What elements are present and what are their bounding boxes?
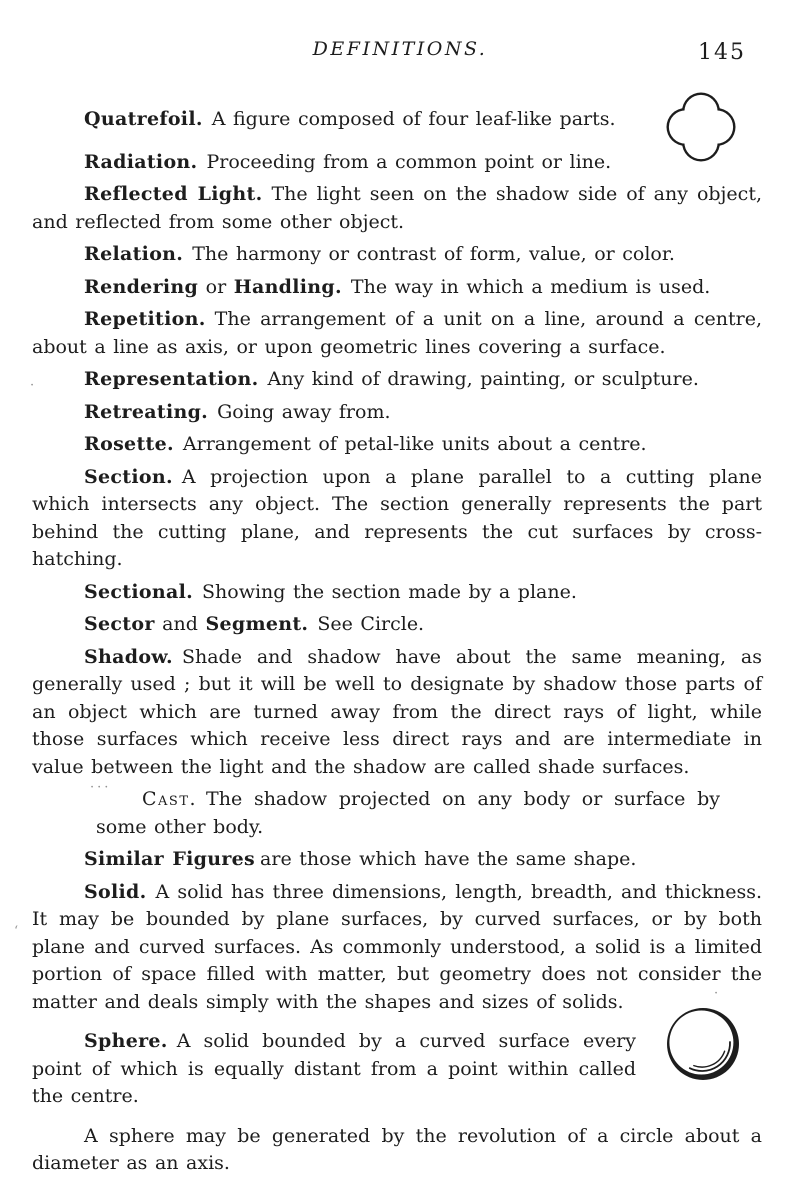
term-relation: Relation. xyxy=(84,243,184,265)
scan-speck: ··· xyxy=(90,780,112,795)
definition-text: Going away from. xyxy=(217,400,391,423)
quatrefoil-figure xyxy=(653,79,749,175)
page-header xyxy=(0,0,800,66)
definition-text: The arrangement of a unit on a line, around a centre, about a line as axis, or upon geometric lines covering a surface. xyxy=(32,308,762,358)
term-cast: Cast. xyxy=(142,788,198,810)
definition-text: Shade and shadow have about the same meaning, as generally used ; but it will be well to designate by shadow those parts of an object which are turned away from the direct rays of light, while those surfaces which receive less direct rays and are intermediate in value between the light and the shadow are called shade surfaces. xyxy=(32,645,762,778)
definition-entry-sphere xyxy=(32,1028,636,1111)
page-number: 145 xyxy=(698,40,746,65)
definition-entry-representation xyxy=(32,366,762,394)
definition-text: Proceeding from a common point or line. xyxy=(206,150,612,173)
running-head: DEFINITIONS. xyxy=(312,38,488,60)
term-sector-and-segment: Segment. xyxy=(205,613,309,635)
definition-text: A solid has three dimensions, length, breadth, and thickness. It may be bounded by plane surfaces, by curved surfaces, or by both plane and curved surfaces. As commonly understood, a solid is a limited portion of space filled with matter, but geometry does not consider the matter and deals simply with the shapes and sizes of solids. xyxy=(32,880,762,1013)
definition-text: A figure composed of four leaf-like parts. xyxy=(211,108,616,130)
definition-entry-rosette xyxy=(32,431,762,459)
definition-text: A projection upon a plane parallel to a cutting plane which intersects any object. The section generally represents the part behind the cutting plane, and represents the cut surfaces by cross-hatching. xyxy=(32,465,762,570)
term-representation: Representation. xyxy=(84,368,259,390)
definition-entry-rendering-or-handling xyxy=(32,274,762,302)
term-section: Section. xyxy=(84,465,173,488)
definition-entry-solid xyxy=(32,879,762,1017)
definition-text: The light seen on the shadow side of any object, and reflected from some other object. xyxy=(32,183,762,233)
definition-text: Any kind of drawing, painting, or sculpture. xyxy=(267,368,699,390)
term-sector-and-segment: Sector xyxy=(84,613,155,635)
definition-entry-section xyxy=(32,464,762,574)
definition-text: are those which have the same shape. xyxy=(260,848,637,870)
term-similar-figures: Similar Figures xyxy=(84,848,256,870)
term-rosette: Rosette. xyxy=(84,433,174,455)
definition-entry-shadow xyxy=(32,644,762,782)
term-radiation: Radiation. xyxy=(84,150,198,173)
closing-paragraph: A sphere may be generated by the revolution of a circle about a diameter as an axis. xyxy=(32,1124,762,1174)
term-rendering-or-handling: Rendering xyxy=(84,275,199,298)
term-repetition: Repetition. xyxy=(84,308,206,330)
definition-text: See Circle. xyxy=(317,613,425,635)
term-rendering-or-handling: Handling. xyxy=(233,275,342,298)
scan-speck: · xyxy=(30,378,38,393)
term-retreating: Retreating. xyxy=(84,400,209,423)
scan-speck: · xyxy=(714,986,722,1001)
term-sector-and-segment: and xyxy=(154,613,206,635)
definition-text: The harmony or contrast of form, value, or color. xyxy=(192,243,675,265)
definition-text: Arrangement of petal-like units about a centre. xyxy=(182,433,647,455)
definition-entry-similar-figures xyxy=(32,846,762,874)
definition-entry-reflected-light xyxy=(32,181,762,236)
term-sphere: Sphere. xyxy=(84,1030,168,1052)
definition-entry-repetition xyxy=(32,306,762,361)
definitions-list xyxy=(32,106,762,1111)
definition-text: The way in which a medium is used. xyxy=(350,275,711,298)
definition-text: A solid bounded by a curved surface every point of which is equally distant from a point within called the centre. xyxy=(32,1030,636,1107)
definition-text: The shadow projected on any body or surface by some other body. xyxy=(96,788,720,838)
definition-entry-cast xyxy=(96,786,720,841)
term-shadow: Shadow. xyxy=(84,645,173,668)
definition-text: Showing the section made by a plane. xyxy=(202,580,577,603)
term-rendering-or-handling: or xyxy=(198,275,234,298)
term-reflected-light: Reflected Light. xyxy=(84,183,263,205)
term-quatrefoil: Quatrefoil. xyxy=(84,108,203,130)
sphere-figure xyxy=(655,997,751,1093)
scan-speck: ‘ xyxy=(14,924,22,939)
term-solid: Solid. xyxy=(84,880,147,903)
definition-entry-sectional xyxy=(32,579,762,607)
definition-entry-sector-and-segment xyxy=(32,611,762,639)
term-sectional: Sectional. xyxy=(84,580,194,603)
definition-entry-retreating xyxy=(32,399,762,427)
definition-entry-relation xyxy=(32,241,762,269)
